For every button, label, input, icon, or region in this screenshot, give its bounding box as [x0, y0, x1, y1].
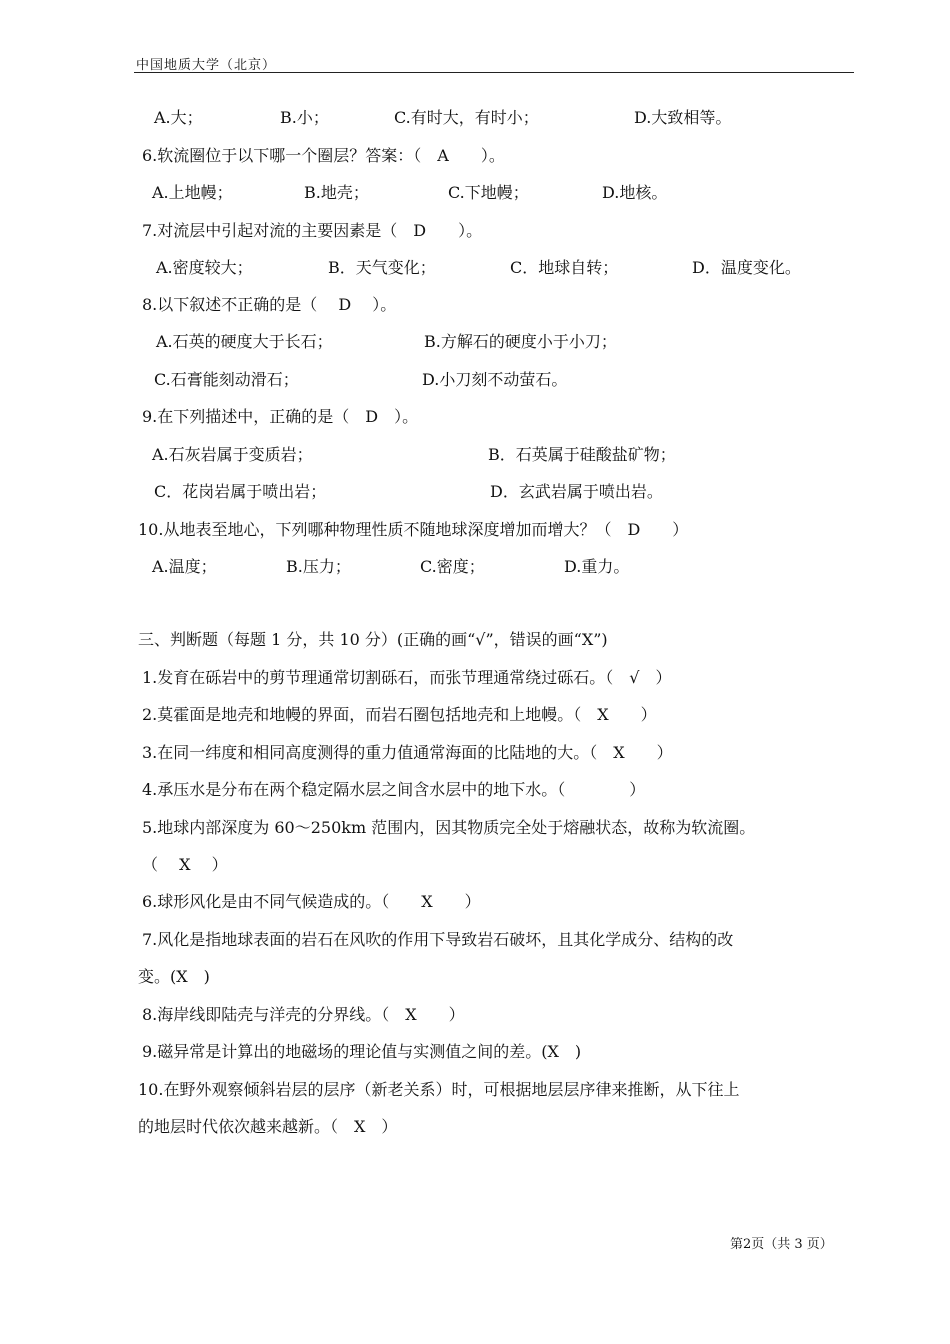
q9-option-c: C．花岗岩属于喷出岩； [154, 482, 327, 501]
q9-option-b: B．石英属于硅酸盐矿物； [488, 445, 676, 464]
q9-stem: 9.在下列描述中，正确的是（ D ）。 [142, 407, 419, 426]
tf-item-4: 4.承压水是分布在两个稳定隔水层之间含水层中的地下水。（ ） [142, 780, 646, 799]
tf-item-7: 7.风化是指地球表面的岩石在风吹的作用下导致岩石破坏，且其化学成分、结构的改 [142, 930, 734, 949]
q8-stem: 8.以下叙述不正确的是（ D ）。 [142, 295, 397, 314]
q10-option-d: D.重力。 [564, 557, 630, 576]
q5-option-a: A.大； [154, 108, 203, 127]
q8-option-b: B.方解石的硬度小于小刀； [424, 332, 617, 351]
q8-option-d: D.小刀刻不动萤石。 [422, 370, 568, 389]
q5-option-b: B.小； [280, 108, 329, 127]
tf-item-7-cont: 变。(X ) [138, 967, 210, 986]
tf-item-5-answer: （ X ） [142, 855, 228, 874]
q7-stem: 7.对流层中引起对流的主要因素是（ D ）。 [142, 221, 483, 240]
q10-option-b: B.压力； [286, 557, 351, 576]
tf-item-1: 1.发育在砾岩中的剪节理通常切割砾石，而张节理通常绕过砾石。（ √ ） [142, 668, 672, 687]
page-number: 第2页（共 3 页） [730, 1237, 833, 1252]
tf-item-6: 6.球形风化是由不同气候造成的。（ X ） [142, 892, 481, 911]
q5-option-c: C.有时大，有时小； [394, 108, 539, 127]
tf-item-2: 2.莫霍面是地壳和地幔的界面，而岩石圈包括地壳和上地幔。（ X ） [142, 705, 657, 724]
tf-item-8: 8.海岸线即陆壳与洋壳的分界线。（ X ） [142, 1005, 465, 1024]
q6-stem: 6.软流圈位于以下哪一个圈层？答案：（ A ）。 [142, 146, 505, 165]
q7-option-d: D．温度变化。 [692, 258, 801, 277]
q7-option-b: B．天气变化； [328, 258, 436, 277]
q9-option-d: D．玄武岩属于喷出岩。 [490, 482, 663, 501]
tf-item-9: 9.磁异常是计算出的地磁场的理论值与实测值之间的差。(X ) [142, 1042, 582, 1061]
tf-item-10-cont: 的地层时代依次越来越新。（ X ） [138, 1117, 398, 1136]
q10-stem: 10.从地表至地心，下列哪种物理性质不随地球深度增加而增大？（ D ） [138, 520, 689, 539]
header-divider [134, 72, 854, 73]
q6-option-b: B.地壳； [304, 183, 369, 202]
q6-option-a: A.上地幔； [152, 183, 233, 202]
q9-option-a: A.石灰岩属于变质岩； [152, 445, 313, 464]
q8-option-c: C.石膏能刻动滑石； [154, 370, 299, 389]
q6-option-c: C.下地幔； [448, 183, 529, 202]
q10-option-c: C.密度； [420, 557, 485, 576]
q7-option-a: A.密度较大； [156, 258, 253, 277]
q6-option-d: D.地核。 [602, 183, 668, 202]
q8-option-a: A.石英的硬度大于长石； [156, 332, 333, 351]
tf-item-3: 3.在同一纬度和相同高度测得的重力值通常海面的比陆地的大。（ X ） [142, 743, 673, 762]
q10-option-a: A.温度； [152, 557, 217, 576]
tf-item-5: 5.地球内部深度为 60～250km 范围内，因其物质完全处于熔融状态，故称为软流圈。 [142, 818, 756, 837]
q7-option-c: C．地球自转； [510, 258, 619, 277]
tf-item-10: 10.在野外观察倾斜岩层的层序（新老关系）时，可根据地层层序律来推断，从下往上 [138, 1080, 740, 1099]
header-school: 中国地质大学（北京） [136, 58, 277, 73]
section3-title: 三、判断题（每题 1 分，共 10 分）(正确的画“√”，错误的画“X”) [138, 630, 608, 649]
q5-option-d: D.大致相等。 [634, 108, 732, 127]
